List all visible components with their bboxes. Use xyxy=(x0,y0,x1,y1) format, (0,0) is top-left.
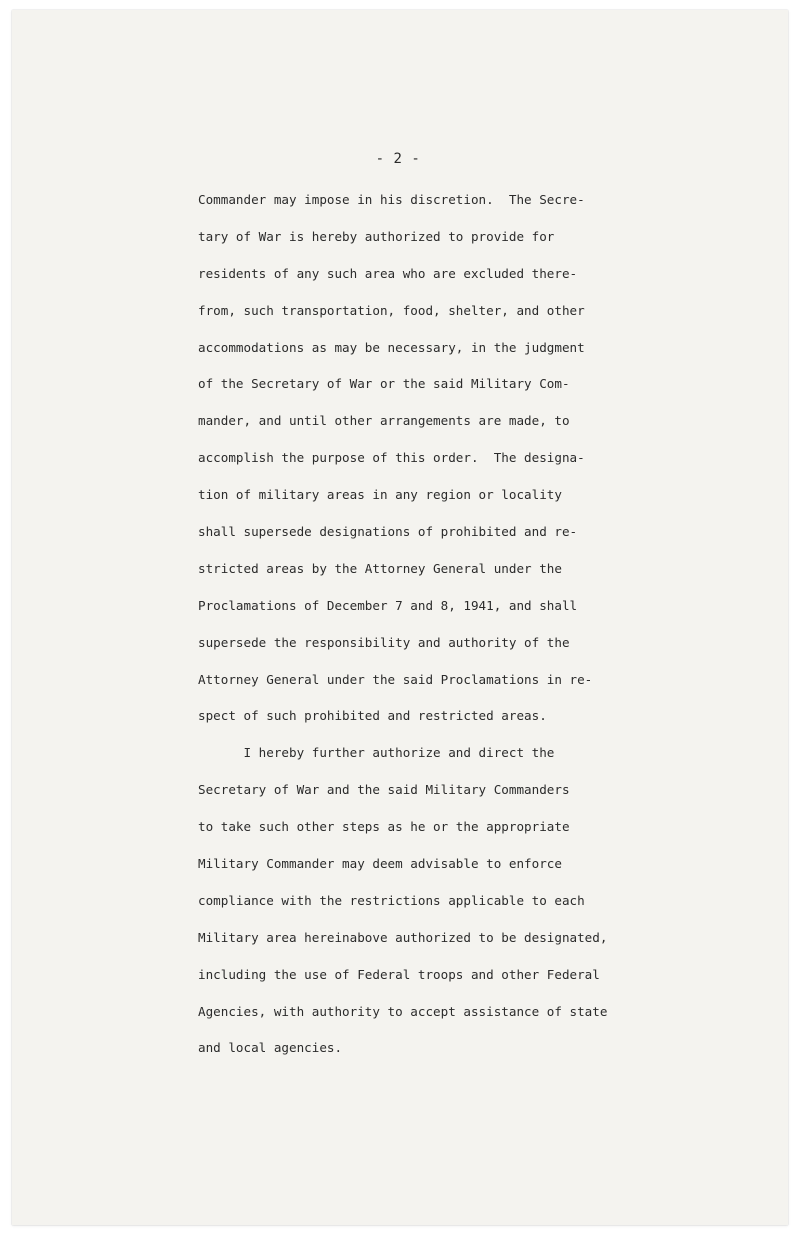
text-line: spect of such prohibited and restricted areas. xyxy=(198,708,547,724)
page-number: - 2 - xyxy=(375,151,421,167)
text-line: and local agencies. xyxy=(198,1040,343,1056)
text-line: to take such other steps as he or the appropriate xyxy=(198,819,570,835)
text-line: Attorney General under the said Proclamations in re- xyxy=(198,671,593,687)
paragraph-2 xyxy=(198,735,658,1067)
text-line: mander, and until other arrangements are made, to xyxy=(198,413,570,429)
text-line: Military area hereinabove authorized to be designated, xyxy=(198,929,608,945)
text-line: stricted areas by the Attorney General under the xyxy=(198,560,562,576)
text-line: Agencies, with authority to accept assistance of state xyxy=(198,1003,608,1019)
text-line: I hereby further authorize and direct the xyxy=(198,745,555,761)
text-line: including the use of Federal troops and other Federal xyxy=(198,966,600,982)
text-line: tary of War is hereby authorized to provide for xyxy=(198,228,555,244)
text-line: Military Commander may deem advisable to enforce xyxy=(198,856,562,872)
text-line: compliance with the restrictions applicable to each xyxy=(198,892,585,908)
text-line: from, such transportation, food, shelter, and other xyxy=(198,302,585,318)
text-line: accommodations as may be necessary, in the judgment xyxy=(198,339,585,355)
text-line: residents of any such area who are excluded there- xyxy=(198,265,578,281)
text-line: shall supersede designations of prohibited and re- xyxy=(198,524,578,540)
paragraph-1 xyxy=(198,182,658,735)
text-line: accomplish the purpose of this order. The designa- xyxy=(198,450,585,466)
document-body xyxy=(198,182,658,1067)
document-page xyxy=(12,10,788,1225)
text-line: Proclamations of December 7 and 8, 1941, and shall xyxy=(198,597,578,613)
text-line: Secretary of War and the said Military Commanders xyxy=(198,782,570,798)
text-line: supersede the responsibility and authority of the xyxy=(198,634,570,650)
text-line: Commander may impose in his discretion. The Secre- xyxy=(198,192,585,207)
text-line: tion of military areas in any region or locality xyxy=(198,487,562,503)
text-line: of the Secretary of War or the said Military Com- xyxy=(198,376,570,392)
